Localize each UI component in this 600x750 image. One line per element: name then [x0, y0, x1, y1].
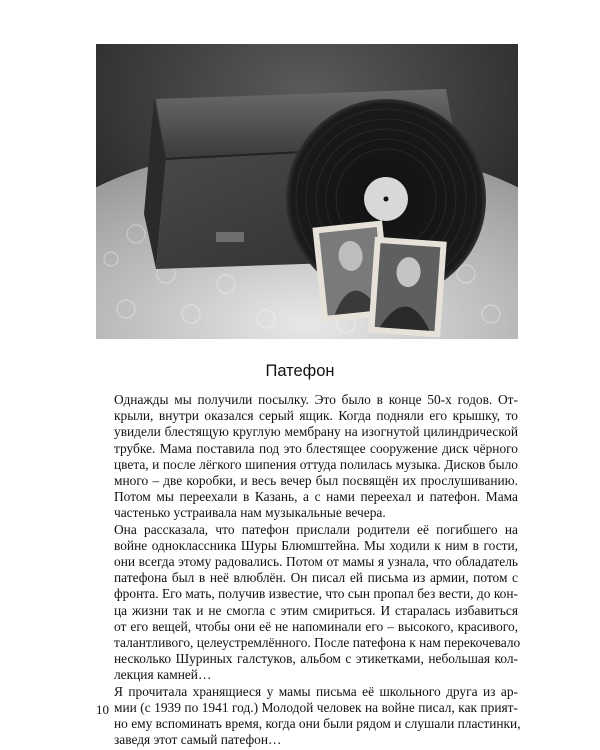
text-line: они всегда этому радовались. Потом от мамы я узнала, что обладатель: [114, 554, 518, 570]
text-line: Потом мы переехали в Казань, а с нами переехал и патефон. Мама: [114, 489, 518, 505]
text-line: фронта. Его мать, получив известие, что сын пропал без вести, до кон-: [114, 586, 518, 602]
text-line: заведя этот самый патефон…: [114, 732, 282, 748]
paragraph: [96, 392, 518, 522]
paragraph: [96, 683, 521, 749]
text-line: Я прочитала хранящиеся у мамы письма её школьного друга из ар-: [114, 683, 518, 699]
text-line: крыли, внутри оказался серый ящик. Когда подняли его крышку, то: [114, 408, 518, 424]
paragraph: [96, 521, 521, 684]
text-line: много – две коробки, и весь вечер был посвящён их прослушиванию.: [114, 473, 518, 489]
photo-gramophone-record: [96, 44, 518, 339]
text-line: талантливого, целеустремлённого. После патефона к нам перекочевало: [114, 635, 521, 651]
text-line: но ему вспоминать время, когда они были рядом и слушали пластинки,: [114, 716, 521, 732]
text-line: Однажды мы получили посылку. Это было в конце 50-х годов. От-: [114, 392, 518, 407]
text-line: Она рассказала, что патефон прислали родители её погибшего на: [114, 521, 518, 537]
text-line: патефона был в неё влюблён. Он писал ей письма из армии, потом с: [114, 570, 518, 586]
text-line: увидели блестящую круглую мембрану на изогнутой цилиндрической: [114, 424, 518, 440]
text-line: войне одноклассника Шуры Блюмштейна. Мы ходили к ним в гости,: [114, 537, 518, 553]
text-line: частенько устраивала нам музыкальные вечера.: [114, 505, 386, 521]
text-line: трубке. Мама поставила под это блестящее сооружение диск чёрного: [114, 440, 518, 456]
photo-illustration: [96, 44, 518, 339]
text-line: несколько Шуриных галстуков, альбом с этикетками, небольшая кол-: [114, 651, 518, 667]
text-line: ца жизни так и не смогла с этим смириться. И старалась избавиться: [114, 602, 518, 618]
page-number: 10: [96, 702, 109, 717]
text-line: от его вещей, чтобы они её не напоминали его – высокого, красивого,: [114, 618, 518, 634]
page-title: Патефон: [265, 362, 335, 380]
text-line: цвета, и после лёгкого шипения оттуда полилась музыка. Дисков было: [114, 456, 518, 472]
text-line: мии (с 1939 по 1941 год.) Молодой человек на войне писал, как прият-: [114, 699, 518, 715]
text-line: лекция камней…: [114, 667, 212, 683]
body-text: [96, 392, 521, 748]
